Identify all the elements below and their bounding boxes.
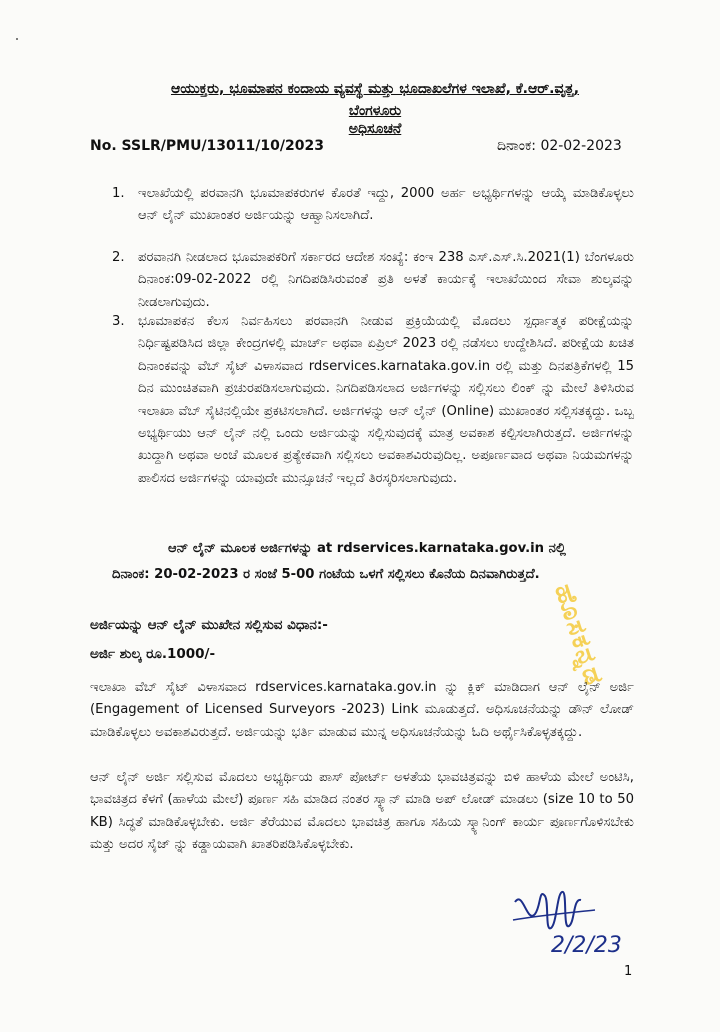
instruction-paragraph-2: ಆನ್ ಲೈನ್ ಅರ್ಜಿ ಸಲ್ಲಿಸುವ ಮೊದಲು ಅಭ್ಯರ್ಥಿಯ ಪಾಸ್ ಪೋರ್ಟ್ ಅಳತೆಯ ಭಾವಚಿತ್ರವನ್ನು ಬಿಳಿ ಹಾಳೆಯ ಮೇಲೆ ಅಂಟಿಸಿ, ಭಾವಚಿತ್ರದ ಕೆಳಗೆ (ಹಾಳೆಯ ಮೇಲೆ) ಪೂರ್ಣ ಸಹಿ ಮಾಡಿದ ನಂತರ ಸ್ಕ್ಯಾನ್ ಮಾಡಿ ಅಪ್ ಲೋಡ್ ಮಾಡಲು (size 10 to 50 KB) ಸಿದ್ಧತೆ ಮಾಡಿಕೊಳ್ಳಬೇಕು. ಅರ್ಜಿ ತೆರೆಯುವ ಮೊದಲು ಭಾವಚಿತ್ರ ಹಾಗೂ ಸಹಿಯ ಸ್ಕ್ಯಾನಿಂಗ್ ಕಾರ್ಯ ಪೂರ್ಣಗೊಳಿಸಬೇಕು ಮತ್ತು ಅದರ ಸೈಜ್ ನ್ನು ಕಡ್ಡಾಯವಾಗಿ ಖಾತರಿಪಡಿಸಿಕೊಳ್ಳಬೇಕು. — [90, 770, 634, 853]
watermark-stamp: ಹೊಸಕನ್ನಡ — [548, 580, 610, 691]
method-heading: ಅರ್ಜಿಯನ್ನು ಆನ್ ಲೈನ್ ಮುಖೇನ ಸಲ್ಲಿಸುವ ವಿಧಾನ:- — [90, 617, 328, 633]
point-number-2: 2. — [112, 250, 125, 265]
signature-mark — [505, 880, 635, 970]
deadline-line: ದಿನಾಂಕ: 20-02-2023 ರ ಸಂಜೆ 5-00 ಗಂಟೆಯ ಒಳಗೆ ಸಲ್ಲಿಸಲು ಕೊನೆಯ ದಿನವಾಗಿರುತ್ತದೆ. — [112, 567, 540, 582]
instruction-paragraph-1: ಇಲಾಖಾ ವೆಬ್ ಸೈಟ್ ವಿಳಾಸವಾದ rdservices.karnataka.gov.in ನ್ನು ಕ್ಲಿಕ್ ಮಾಡಿದಾಗ ಆನ್ ಲೈನ್ ಅರ್ಜಿ (Engagement of Licensed Surveyors -2023) Link ಮೂಡುತ್ತದೆ. ಅಧಿಸೂಚನೆಯನ್ನು ಡೌನ್ ಲೋಡ್ ಮಾಡಿಕೊಳ್ಳಲು ಅವಕಾಶವಿರುತ್ತದೆ. ಅರ್ಜಿಯನ್ನು ಭರ್ತಿ ಮಾಡುವ ಮುನ್ನ ಅಧಿಸೂಚನೆಯನ್ನು ಓದಿ ಅರ್ಥೈಸಿಕೊಳ್ಳತಕ್ಕದ್ದು. — [90, 680, 634, 740]
point-text-2: ಪರವಾನಗಿ ನೀಡಲಾದ ಭೂಮಾಪಕರಿಗೆ ಸರ್ಕಾರದ ಆದೇಶ ಸಂಖ್ಯೆ: ಕಂಇ 238 ಎಸ್.ಎಸ್.ಸಿ.2021(1) ಬೆಂಗಳೂರು ದಿನಾಂಕ:09-02-2022 ರಲ್ಲಿ ನಿಗದಿಪಡಿಸಿರುವಂತೆ ಪ್ರತಿ ಅಳತೆ ಕಾರ್ಯಕ್ಕೆ ಇಲಾಖೆಯಿಂದ ಸೇವಾ ಶುಲ್ಕವನ್ನು ನೀಡಲಾಗುವುದು. — [138, 250, 634, 310]
point-number-3: 3. — [112, 314, 125, 329]
point-text-3: ಭೂಮಾಪಕನ ಕೆಲಸ ನಿರ್ವಹಿಸಲು ಪರವಾನಗಿ ನೀಡುವ ಪ್ರಕ್ರಿಯೆಯಲ್ಲಿ ಮೊದಲು ಸ್ಪರ್ಧಾತ್ಮಕ ಪರೀಕ್ಷೆಯನ್ನು ನಿರ್ಧಿಷ್ಟಪಡಿಸಿದ ಜಿಲ್ಲಾ ಕೇಂದ್ರಗಳಲ್ಲಿ ಮಾರ್ಚ್ ಅಥವಾ ಏಪ್ರಿಲ್ 2023 ರಲ್ಲಿ ನಡೆಸಲು ಉದ್ದೇಶಿಸಿದೆ. ಪರೀಕ್ಷೆಯ ಖಚಿತ ದಿನಾಂಕವನ್ನು ವೆಬ್ ಸೈಟ್ ವಿಳಾಸವಾದ rdservices.karnataka.gov.in ರಲ್ಲಿ ಮತ್ತು ದಿನಪತ್ರಿಕೆಗಳಲ್ಲಿ 15 ದಿನ ಮುಂಚಿತವಾಗಿ ಪ್ರಚುರಪಡಿಸಲಾಗುವುದು. ನಿಗದಿಪಡಿಸಲಾದ ಅರ್ಜಿಗಳನ್ನು ಸಲ್ಲಿಸಲು ಲಿಂಕ್ ನ್ನು ಮೇಲೆ ತಿಳಿಸಿರುವ ಇಲಾಖಾ ವೆಬ್ ಸೈಟಿನಲ್ಲಿಯೇ ಪ್ರಕಟಿಸಲಾಗಿದೆ. ಅರ್ಜಿಗಳನ್ನು ಆನ್ ಲೈನ್ (Online) ಮುಖಾಂತರ ಸಲ್ಲಿಸತಕ್ಕದ್ದು. ಒಬ್ಬ ಅಭ್ಯರ್ಥಿಯು ಆನ್ ಲೈನ್ ನಲ್ಲಿ ಒಂದು ಅರ್ಜಿಯನ್ನು ಸಲ್ಲಿಸುವುದಕ್ಕೆ ಮಾತ್ರ ಅವಕಾಶ ಕಲ್ಪಿಸಲಾಗಿರುತ್ತದೆ. ಅರ್ಜಿಗಳನ್ನು ಖುದ್ದಾಗಿ ಅಥವಾ ಅಂಚೆ ಮೂಲಕ ಪ್ರತ್ಯೇಕವಾಗಿ ಸಲ್ಲಿಸಲು ಅವಕಾಶವಿರುವುದಿಲ್ಲ. ಅಪೂರ್ಣವಾದ ಅಥವಾ ನಿಯಮಗಳನ್ನು ಪಾಲಿಸದ ಅರ್ಜಿಗಳನ್ನು ಯಾವುದೇ ಮುನ್ಸೂಚನೆ ಇಲ್ಲದೆ ತಿರಸ್ಕರಿಸಲಾಗುವುದು. — [138, 314, 634, 486]
header-line-2: ಬೆಂಗಳೂರು — [348, 103, 402, 119]
page-number: 1 — [624, 964, 633, 979]
point-text-1: ಇಲಾಖೆಯಲ್ಲಿ ಪರವಾನಗಿ ಭೂಮಾಪಕರುಗಳ ಕೊರತೆ ಇದ್ದು, 2000 ಅರ್ಹ ಅಭ್ಯರ್ಥಿಗಳನ್ನು ಆಯ್ಕೆ ಮಾಡಿಕೊಳ್ಳಲು ಆನ್ ಲೈನ್ ಮುಖಾಂತರ ಅರ್ಜಿಯನ್ನು ಆಹ್ವಾನಿಸಲಾಗಿದೆ. — [138, 186, 634, 224]
notification-title: ಅಧಿಸೂಚನೆ — [348, 121, 402, 137]
signature-date: 2/2/23 — [551, 933, 622, 958]
reference-number: No. SSLR/PMU/13011/10/2023 — [90, 138, 324, 154]
online-notice-line: ಆನ್ ಲೈನ್ ಮೂಲಕ ಅರ್ಜಿಗಳನ್ನು at rdservices.karnataka.gov.in ನಲ್ಲಿ — [168, 541, 566, 556]
point-number-1: 1. — [112, 186, 125, 201]
header-line-1: ಆಯುಕ್ತರು, ಭೂಮಾಪನ ಕಂದಾಯ ವ್ಯವಸ್ಥೆ ಮತ್ತು ಭೂದಾಖಲೆಗಳ ಇಲಾಖೆ, ಕೆ.ಆರ್.ವೃತ್ತ, — [170, 81, 580, 97]
document-date: ದಿನಾಂಕ: 02-02-2023 — [497, 138, 622, 154]
fee-heading: ಅರ್ಜಿ ಶುಲ್ಕ ರೂ.1000/- — [90, 646, 216, 662]
scan-dot — [16, 38, 18, 40]
